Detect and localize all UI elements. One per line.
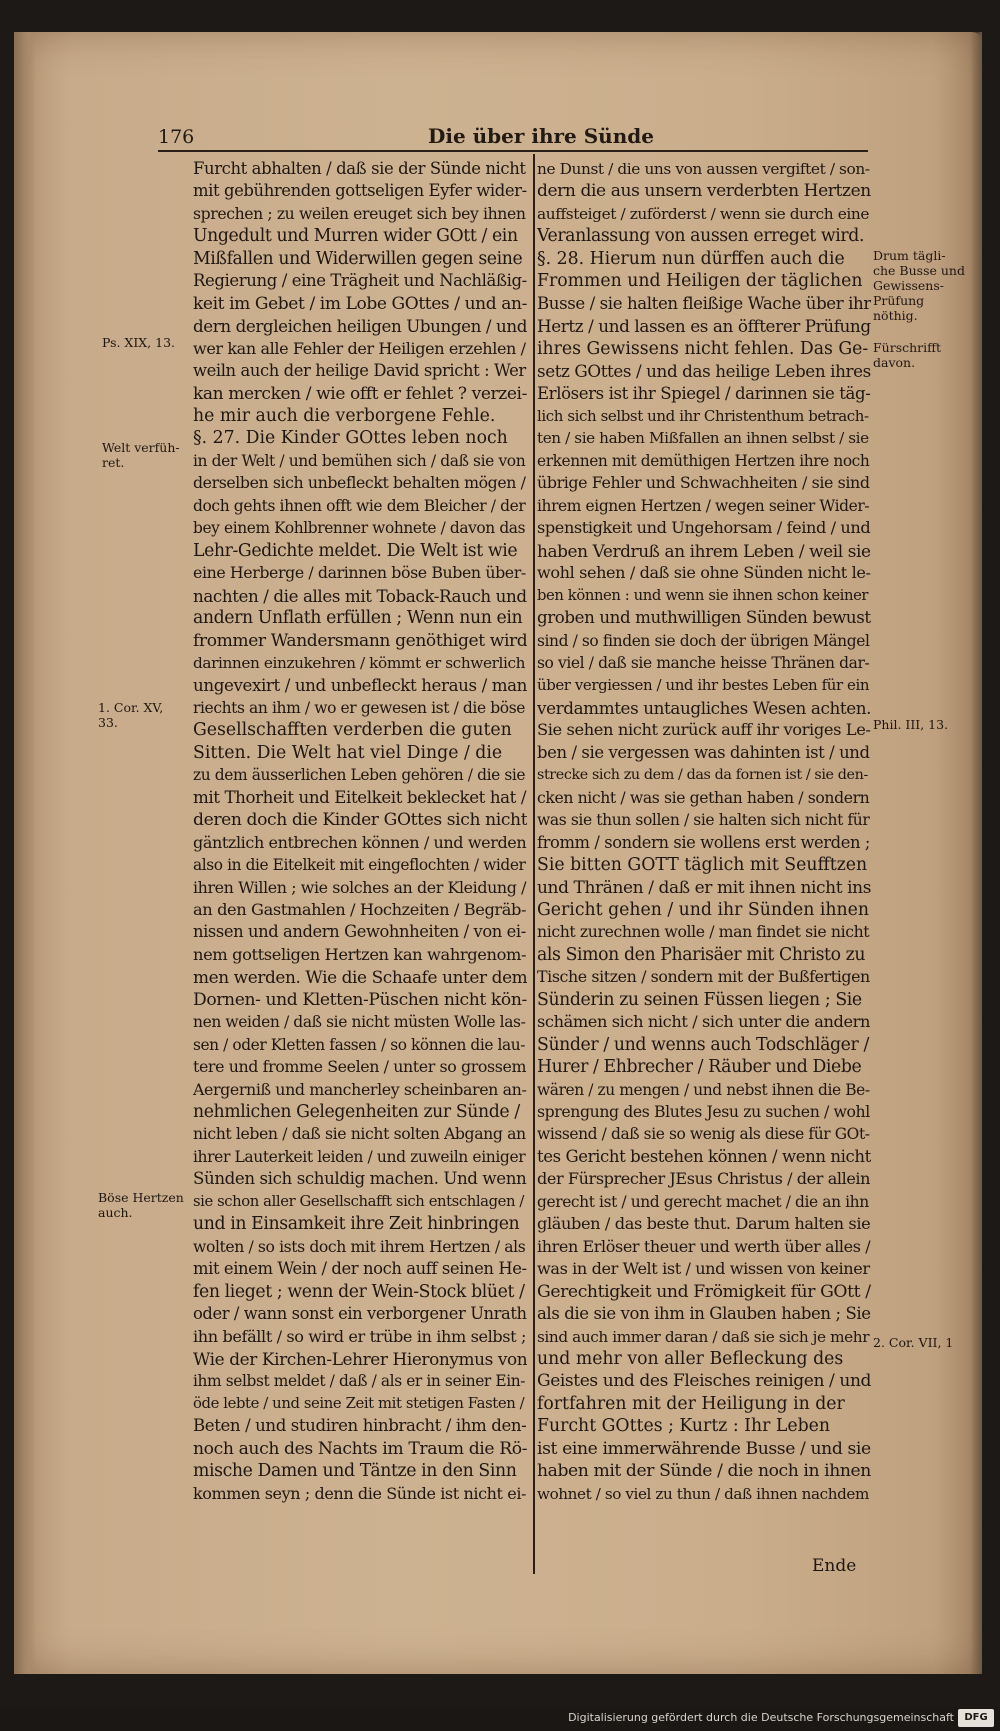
margin-note-phil <box>873 717 948 732</box>
page-number: 176 <box>158 126 195 148</box>
text-line: Veranlassung von aussen erreget wird. <box>537 226 865 247</box>
text-line: also in die Eitelkeit mit eingeflochten / wider <box>193 856 526 875</box>
text-line: Beten / und studiren hinbracht / ihm den- <box>193 1416 527 1436</box>
catchword: Ende <box>812 1556 857 1576</box>
text-line: ihrer Lauterkeit leiden / und zuweiln einiger <box>193 1147 526 1166</box>
text-line: Regierung / eine Trägheit und Nachläßig- <box>193 271 527 291</box>
text-line: lich sich selbst und ihr Christenthum betrach- <box>537 406 869 425</box>
text-line: sprechen ; zu weilen ereuget sich bey ihnen <box>193 203 526 223</box>
text-line: ihren Erlöser theuer und werth über alles / <box>537 1236 871 1256</box>
text-line: doch gehts ihnen offt wie dem Bleicher / der <box>193 496 526 515</box>
margin-note-line: Ps. XIX, 13. <box>102 335 175 350</box>
text-line: groben und muthwilligen Sünden bewust <box>537 608 871 628</box>
text-line: Gesellschafften verderben die guten <box>193 720 512 741</box>
page-edge-shadow <box>970 32 982 1674</box>
text-line: ihren Willen ; wie solches an der Kleidung / <box>193 877 527 897</box>
text-line: zu dem äusserlichen Leben gehören / die sie <box>193 766 526 785</box>
text-line: über vergiessen / und ihr bestes Leben für ein <box>537 676 870 695</box>
running-head: Die über ihre Sünde <box>428 124 654 148</box>
text-line: ben / sie vergessen was dahinten ist / und <box>537 742 870 762</box>
text-line: Sie sehen nicht zurück auff ihr voriges Le- <box>537 720 871 740</box>
text-line: weiln auch der heilige David spricht : Wer <box>193 361 526 381</box>
text-line: in der Welt / und bemühen sich / daß sie von <box>193 451 526 470</box>
margin-note-fuerschrifft <box>873 340 941 370</box>
text-line: Sitten. Die Welt hat viel Dinge / die <box>193 742 503 763</box>
text-line: nicht leben / daß sie nicht solten Abgang an <box>193 1124 526 1144</box>
text-line: Geistes und des Fleisches reinigen / und <box>537 1371 871 1392</box>
text-line: sprengung des Blutes Jesu zu suchen / wohl <box>537 1102 870 1122</box>
column-divider <box>533 154 535 1574</box>
text-line: nehmlichen Gelegenheiten zur Sünde / <box>193 1102 520 1123</box>
text-line: mit einem Wein / der noch auff seinen He- <box>193 1259 527 1279</box>
text-line: tere und fromme Seelen / unter so grossem <box>193 1057 527 1077</box>
text-line: wohl sehen / daß sie ohne Sünden nicht le- <box>537 563 871 583</box>
text-line: Erlösers ist ihr Spiegel / darinnen sie täg- <box>537 383 871 403</box>
text-line: schämen sich nicht / sich unter die andern <box>537 1012 871 1032</box>
text-line: cken nicht / was sie gethan haben / sondern <box>537 787 870 807</box>
text-line: sind auch immer daran / daß sie sich je mehr <box>537 1327 870 1346</box>
margin-note-boese <box>98 1190 184 1220</box>
margin-note-line: Drum tägli- <box>873 248 946 263</box>
text-line: Lehr-Gedichte meldet. Die Welt ist wie <box>193 540 518 561</box>
margin-note-line: Gewissens- <box>873 278 944 293</box>
text-line: gäntzlich entbrechen können / und werden <box>193 832 527 852</box>
text-line: Frommen und Heiligen der täglichen <box>537 271 863 292</box>
text-line: ne Dunst / die uns von aussen vergiftet / son- <box>537 160 870 178</box>
text-line: gerecht ist / und gerecht machet / die an ihn <box>537 1192 869 1211</box>
footer-credit: Digitalisierung gefördert durch die Deutsche Forschungsgemeinschaft <box>568 1711 954 1724</box>
text-line: sind / so finden sie doch der übrigen Mängel <box>537 631 870 650</box>
text-line: setz GOttes / und das heilige Leben ihres <box>537 361 871 382</box>
text-line: he mir auch die verborgene Fehle. <box>193 405 496 426</box>
page-header <box>158 92 868 152</box>
text-line: tes Gericht bestehen können / wenn nicht <box>537 1146 871 1166</box>
text-line: ihm selbst meldet / daß / als er in seiner Ein- <box>193 1372 526 1391</box>
margin-note-welt <box>102 440 180 470</box>
text-line: fen lieget ; wenn der Wein-Stock blüet / <box>193 1281 525 1302</box>
text-line: wolten / so ists doch mit ihrem Hertzen / als <box>193 1237 526 1256</box>
text-line: Mißfallen und Widerwillen gegen seine <box>193 248 523 269</box>
text-line: so viel / daß sie manche heisse Thränen dar- <box>537 653 870 672</box>
text-line: Hertz / und lassen es an öffterer Prüfung <box>537 316 871 337</box>
text-line: nachten / die alles mit Toback-Rauch und <box>193 585 527 606</box>
text-line: eine Herberge / darinnen böse Buben über- <box>193 563 526 583</box>
page-spine-shadow <box>14 32 36 1674</box>
text-line: als Simon den Pharisäer mit Christo zu <box>537 944 866 965</box>
text-line: Wie der Kirchen-Lehrer Hieronymus von <box>193 1349 527 1370</box>
text-line: dern die aus unsern verderbten Hertzen <box>537 181 871 202</box>
text-line: kommen seyn ; denn die Sünde ist nicht ei- <box>193 1483 527 1503</box>
text-line: ben können : und wenn sie ihnen schon keiner <box>537 586 869 604</box>
text-line: sen / oder Kletten fassen / so können die lau- <box>193 1035 526 1054</box>
text-line: mit Thorheit und Eitelkeit beklecket hat / <box>193 787 527 807</box>
text-line: Furcht GOttes ; Kurtz : Ihr Leben <box>537 1416 831 1437</box>
text-line: ungevexirt / und unbefleckt heraus / man <box>193 675 527 696</box>
text-line: §. 27. Die Kinder GOttes leben noch <box>193 428 508 449</box>
text-line: Hurer / Ehbrecher / Räuber und Diebe <box>537 1057 862 1078</box>
text-line: oder / wann sonst ein verborgener Unrath <box>193 1304 527 1324</box>
text-line: darinnen einzukehren / kömmt er schwerlich <box>193 653 526 672</box>
text-line: Aergerniß und mancherley scheinbaren an- <box>193 1079 527 1099</box>
text-line: mit gebührenden gottseligen Eyfer wider- <box>193 181 527 201</box>
text-line: riechts an ihm / wo er gewesen ist / die böse <box>193 698 526 717</box>
text-line: Gerechtigkeit und Frömigkeit für GOtt / <box>537 1281 871 1302</box>
text-line: Dornen- und Kletten-Püschen nicht kön- <box>193 989 527 1010</box>
text-line: keit im Gebet / im Lobe GOttes / und an- <box>193 293 527 314</box>
margin-note-line: Welt verfüh- <box>102 440 180 455</box>
left-text-column <box>193 158 527 1505</box>
margin-note-line: Böse Hertzen <box>98 1190 184 1205</box>
text-line: derselben sich unbefleckt behalten mögen / <box>193 473 526 493</box>
text-line: Ungedult und Murren wider GOtt / ein <box>193 226 518 247</box>
text-line: §. 28. Hierum nun dürffen auch die <box>537 248 845 269</box>
text-line: ihrem eignen Hertzen / wegen seiner Wider- <box>537 496 870 515</box>
text-line: auffsteiget / zuförderst / wenn sie durch eine <box>537 204 870 223</box>
margin-note-line: 2. Cor. VII, 1 <box>873 1335 954 1350</box>
margin-note-line: Phil. III, 13. <box>873 717 949 732</box>
text-line: sie schon aller Gesellschafft sich entschlagen / <box>193 1192 524 1210</box>
text-line: Sünden sich schuldig machen. Und wenn <box>193 1169 527 1189</box>
text-line: als die sie von ihm in Glauben haben ; Sie <box>537 1304 871 1324</box>
text-line: nicht zurechnen wolle / man findet sie nicht <box>537 922 870 942</box>
text-line: gläuben / das beste thut. Darum halten sie <box>537 1214 871 1234</box>
text-line: öde lebte / und seine Zeit mit stetigen Fasten / <box>193 1394 525 1412</box>
text-line: dern dergleichen heiligen Ubungen / und <box>193 316 527 337</box>
text-line: haben Verdruß an ihrem Leben / weil sie <box>537 540 871 561</box>
text-line: spenstigkeit und Ungehorsam / feind / und <box>537 518 871 538</box>
text-line: wissend / daß sie so wenig als diese für GOt- <box>537 1125 870 1144</box>
text-line: was in der Welt ist / und wissen von keiner <box>537 1259 870 1279</box>
text-line: Gericht gehen / und ihr Sünden ihnen <box>537 899 870 920</box>
text-line: wären / zu mengen / und nebst ihnen die Be- <box>537 1080 870 1099</box>
text-line: noch auch des Nachts im Traum die Rö- <box>193 1438 527 1459</box>
text-line: nissen und andern Gewohnheiten / von ei- <box>193 922 526 942</box>
text-line: haben mit der Sünde / die noch in ihnen <box>537 1461 871 1482</box>
text-line: fromm / sondern sie wollens erst werden ; <box>537 832 870 852</box>
margin-note-line: 1. Cor. XV, <box>98 700 164 715</box>
text-line: nen weiden / daß sie nicht müsten Wolle las- <box>193 1013 526 1032</box>
text-line: der Fürsprecher JEsus Christus / der allein <box>537 1169 871 1189</box>
text-line: ten / sie haben Mißfallen an ihnen selbst / sie <box>537 429 869 448</box>
margin-note-line: Fürschrifft <box>873 340 942 355</box>
text-line: und mehr von aller Befleckung des <box>537 1349 844 1370</box>
text-line: frommer Wandersmann genöthiget wird <box>193 630 527 651</box>
text-line: erkennen mit demüthigen Hertzen ihre noch <box>537 451 870 470</box>
text-line: bey einem Kohlbrenner wohnete / davon das <box>193 519 526 538</box>
text-line: Sünder / und wenns auch Todschläger / <box>537 1034 869 1055</box>
text-line: fortfahren mit der Heiligung in der <box>537 1393 845 1414</box>
margin-note-line: auch. <box>98 1205 133 1220</box>
text-line: ihres Gewissens nicht fehlen. Das Ge- <box>537 338 869 359</box>
margin-note-line: ret. <box>102 455 125 470</box>
text-line: an den Gastmahlen / Hochzeiten / Begräb- <box>193 899 527 919</box>
margin-note-line: 33. <box>98 715 118 730</box>
margin-note-line: Prüfung <box>873 293 925 308</box>
text-line: verdammtes untaugliches Wesen achten. <box>537 697 871 718</box>
text-line: andern Unflath erfüllen ; Wenn nun ein <box>193 608 523 629</box>
margin-note-ps <box>102 335 175 350</box>
text-line: und Thränen / daß er mit ihnen nicht ins <box>537 877 871 898</box>
text-line: nem gottseligen Hertzen kan wahrgenom- <box>193 944 527 964</box>
text-line: mische Damen und Täntze in den Sinn <box>193 1461 517 1482</box>
margin-note-drum <box>873 248 965 323</box>
text-line: Sie bitten GOTT täglich mit Seufftzen <box>537 855 868 876</box>
margin-note-cor1 <box>98 700 163 730</box>
text-line: deren doch die Kinder GOttes sich nicht <box>193 810 527 831</box>
text-line: men werden. Wie die Schaafe unter dem <box>193 967 527 988</box>
margin-note-cor2 <box>873 1335 953 1350</box>
text-line: strecke sich zu dem / das da fornen ist / sie den- <box>537 767 868 784</box>
text-line: übrige Fehler und Schwachheiten / sie sind <box>537 473 870 493</box>
margin-note-line: nöthig. <box>873 308 918 323</box>
text-line: ist eine immerwährende Busse / und sie <box>537 1438 871 1459</box>
text-line: Sünderin zu seinen Füssen liegen ; Sie <box>537 989 862 1010</box>
digitization-footer <box>0 1707 1000 1731</box>
text-line: und in Einsamkeit ihre Zeit hinbringen <box>193 1214 520 1235</box>
text-line: Furcht abhalten / daß sie der Sünde nicht <box>193 159 526 178</box>
text-line: kan mercken / wie offt er fehlet ? verzei- <box>193 383 527 404</box>
text-line: ihn befällt / so wird er trübe in ihm selbst ; <box>193 1326 526 1346</box>
text-line: Busse / sie halten fleißige Wache über ihr <box>537 293 871 313</box>
margin-note-line: davon. <box>873 355 916 370</box>
text-line: Tische sitzen / sondern mit der Bußfertigen <box>537 967 870 987</box>
text-line: wohnet / so viel zu thun / daß ihnen nachdem <box>537 1484 869 1503</box>
text-line: wer kan alle Fehler der Heiligen erzehlen / <box>193 338 526 358</box>
text-line: was sie thun sollen / sie halten sich nicht für <box>537 811 870 830</box>
margin-note-line: che Busse und <box>873 263 965 278</box>
dfg-logo-icon: DFG <box>958 1709 994 1727</box>
right-text-column <box>537 158 871 1505</box>
